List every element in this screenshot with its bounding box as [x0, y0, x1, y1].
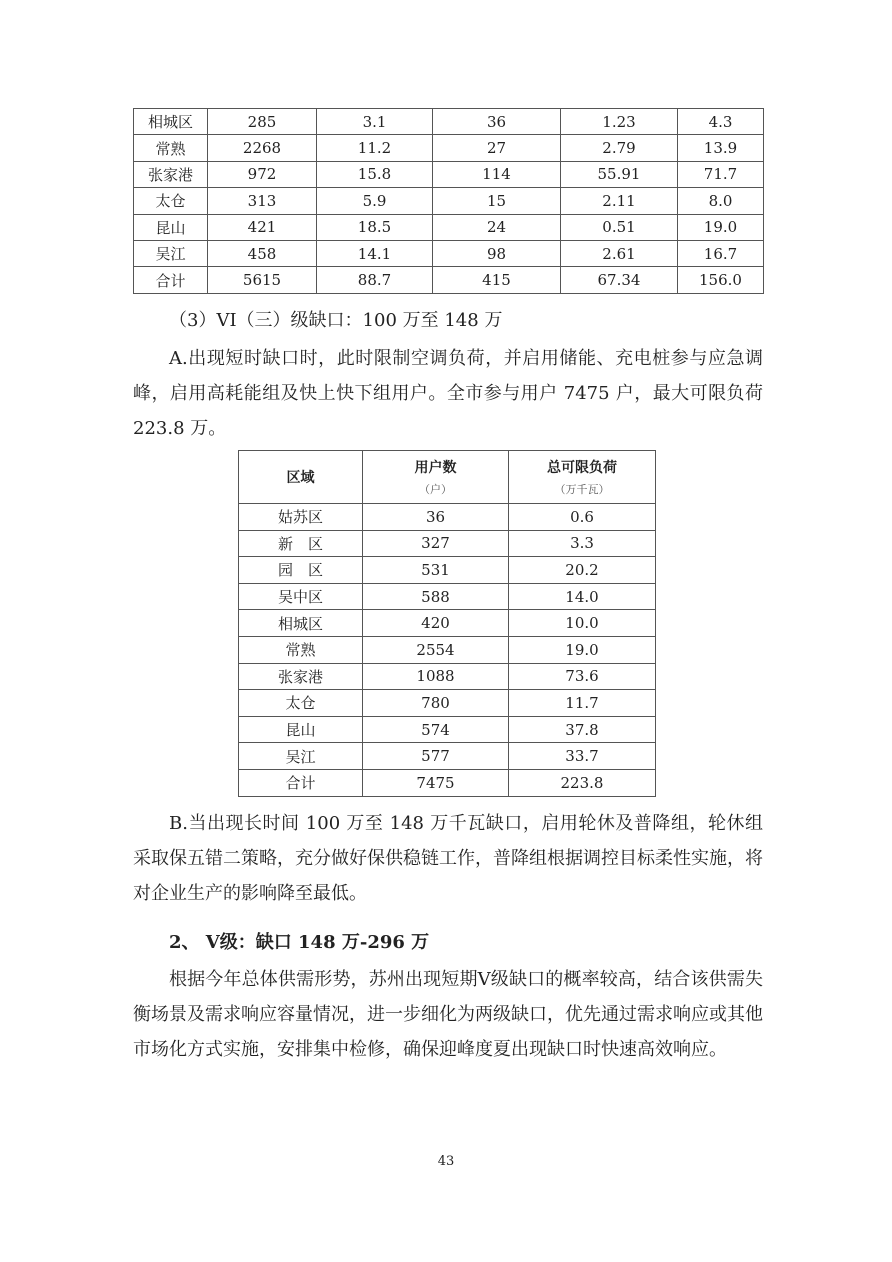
table-cell: 2.11	[561, 188, 678, 214]
table-cell: 98	[433, 240, 561, 266]
table-cell: 4.3	[678, 109, 764, 135]
table-cell: 2.61	[561, 240, 678, 266]
table-cell: 114	[433, 161, 561, 187]
table-cell: 24	[433, 214, 561, 240]
table-cell: 昆山	[239, 716, 363, 743]
page-number: 43	[437, 1154, 455, 1169]
paragraph-c: 根据今年总体供需形势，苏州出现短期Ⅴ级缺口的概率较高，结合该供需失衡场景及需求响应容量情况，进一步细化为两级缺口，优先通过需求响应或其他市场化方式实施，安排集中检修，确保迎峰度夏出现缺口时快速高效响应。	[133, 969, 763, 1060]
table-cell: 14.0	[509, 583, 656, 610]
table-row	[239, 663, 656, 690]
table-cell: 574	[363, 716, 509, 743]
table-row	[239, 636, 656, 663]
table-cell: 36	[433, 109, 561, 135]
paragraph-a: A.出现短时缺口时，此时限制空调负荷，并启用储能、充电桩参与应急调峰，启用高耗能组及快上快下组用户。全市参与用户 7475 户，最大可限负荷 223.8 万。	[133, 348, 763, 439]
table-cell: 7475	[363, 769, 509, 796]
table-cell: 吴江	[239, 743, 363, 770]
table-row	[239, 504, 656, 531]
table-row	[134, 161, 764, 187]
table-cell: 0.6	[509, 504, 656, 531]
table-cell: 张家港	[134, 161, 208, 187]
table-cell: 2554	[363, 636, 509, 663]
table-cell: 太仓	[134, 188, 208, 214]
table-cell: 新 区	[239, 530, 363, 557]
table-cell: 2268	[208, 135, 317, 161]
table-cell: 588	[363, 583, 509, 610]
table-cell: 11.2	[317, 135, 433, 161]
table-cell: 415	[433, 267, 561, 293]
table-cell: 18.5	[317, 214, 433, 240]
paragraph-b: B.当出现长时间 100 万至 148 万千瓦缺口，启用轮休及普降组，轮休组采取保五错二策略，充分做好保供稳链工作，普降组根据调控目标柔性实施，将对企业生产的影响降至最低。	[133, 813, 763, 904]
table-row	[134, 135, 764, 161]
table-cell: 73.6	[509, 663, 656, 690]
section-heading-v: 2、 V级：缺口 148 万-296 万	[169, 932, 430, 953]
table-cell: 577	[363, 743, 509, 770]
table-cell: 14.1	[317, 240, 433, 266]
table-cell: 合计	[239, 769, 363, 796]
table-cell: 27	[433, 135, 561, 161]
table-cell: 420	[363, 610, 509, 637]
table-cell: 吴江	[134, 240, 208, 266]
table-row	[134, 109, 764, 135]
table-cell: 3.3	[509, 530, 656, 557]
table-cell: 37.8	[509, 716, 656, 743]
table-row	[239, 716, 656, 743]
table-cell: 156.0	[678, 267, 764, 293]
table-cell: 13.9	[678, 135, 764, 161]
table-row	[239, 557, 656, 584]
header-region: 区域	[239, 451, 363, 504]
table-row	[239, 583, 656, 610]
table-cell: 223.8	[509, 769, 656, 796]
table-cell: 19.0	[678, 214, 764, 240]
table-cell: 2.79	[561, 135, 678, 161]
table-cell: 15.8	[317, 161, 433, 187]
table-row	[239, 690, 656, 717]
table-cell: 285	[208, 109, 317, 135]
table-row	[134, 240, 764, 266]
table-cell: 合计	[134, 267, 208, 293]
section-heading-vi-3: （3）VI（三）级缺口：100 万至 148 万	[169, 310, 503, 331]
table-cell: 313	[208, 188, 317, 214]
table-cell: 吴中区	[239, 583, 363, 610]
table-row	[239, 530, 656, 557]
table-cell: 5.9	[317, 188, 433, 214]
table-cell: 36	[363, 504, 509, 531]
table-cell: 1.23	[561, 109, 678, 135]
table-cell: 园 区	[239, 557, 363, 584]
table-cell: 67.34	[561, 267, 678, 293]
table-cell: 327	[363, 530, 509, 557]
table-cell: 55.91	[561, 161, 678, 187]
table-cell: 相城区	[239, 610, 363, 637]
table-cell: 458	[208, 240, 317, 266]
table-cell: 421	[208, 214, 317, 240]
table-cell: 太仓	[239, 690, 363, 717]
table-cell: 15	[433, 188, 561, 214]
table-row	[134, 188, 764, 214]
table-row	[239, 610, 656, 637]
table-cell: 0.51	[561, 214, 678, 240]
table-cell: 16.7	[678, 240, 764, 266]
table-row	[239, 769, 656, 796]
table-cell: 相城区	[134, 109, 208, 135]
table-region-load	[238, 450, 656, 797]
table-row	[239, 743, 656, 770]
table-cell: 1088	[363, 663, 509, 690]
table-cell: 张家港	[239, 663, 363, 690]
header-user-count: 用户数 （户）	[363, 451, 509, 504]
table-cell: 姑苏区	[239, 504, 363, 531]
table-cell: 10.0	[509, 610, 656, 637]
table-cell: 972	[208, 161, 317, 187]
table-cell: 88.7	[317, 267, 433, 293]
table-cell: 昆山	[134, 214, 208, 240]
table-cell: 20.2	[509, 557, 656, 584]
table-cell: 33.7	[509, 743, 656, 770]
header-total-load: 总可限负荷 （万千瓦）	[509, 451, 656, 504]
table-cell: 常熟	[134, 135, 208, 161]
table-cell: 11.7	[509, 690, 656, 717]
table-row	[134, 267, 764, 293]
table-cell: 531	[363, 557, 509, 584]
table-cell: 5615	[208, 267, 317, 293]
table-cell: 780	[363, 690, 509, 717]
table-cell: 71.7	[678, 161, 764, 187]
table-row	[134, 214, 764, 240]
table-cell: 8.0	[678, 188, 764, 214]
table-cell: 常熟	[239, 636, 363, 663]
table-level-gap-summary	[133, 108, 764, 294]
table-cell: 3.1	[317, 109, 433, 135]
table-cell: 19.0	[509, 636, 656, 663]
